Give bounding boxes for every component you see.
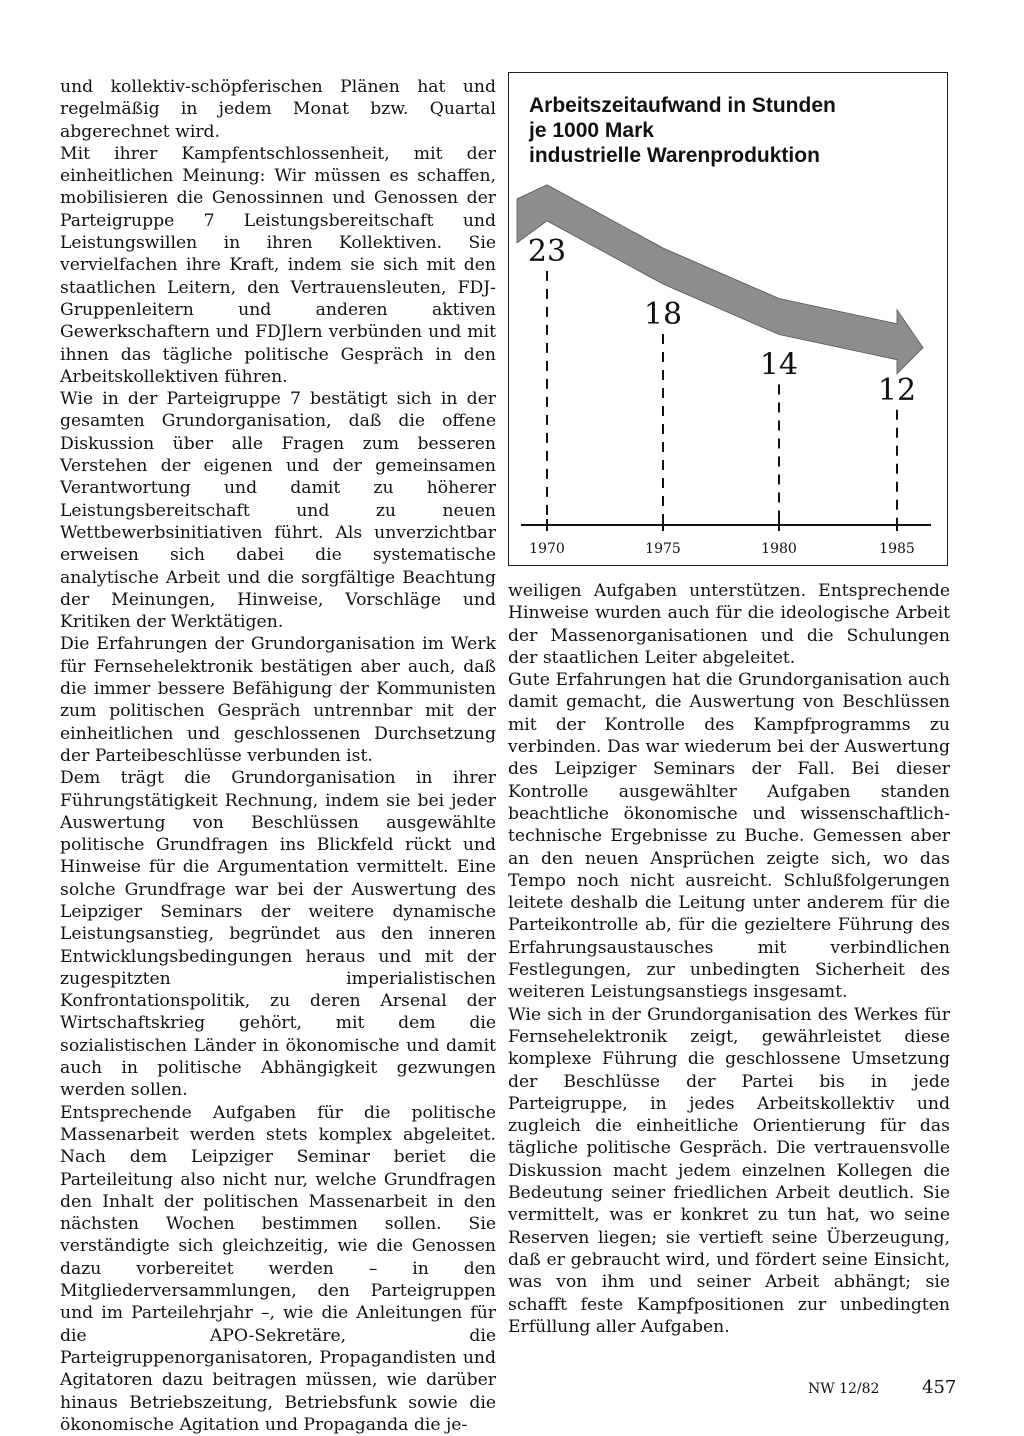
data-label-1985: 12 [877,372,917,408]
trend-arrow [517,185,923,374]
chart-title-line: je 1000 Mark [529,119,654,142]
issue-label: NW 12/82 [808,1381,880,1397]
data-label-1975: 18 [643,297,683,332]
paragraph: Gute Erfahrungen hat die Grundorganisation auch damit gemacht, die Auswertung von Beschlüssen mit der Kontrolle des Kampfprogramms zu verbinden. Das war wiederum bei der Auswertung des Leipziger Seminars der Fall. Bei dieser Kontrolle ausgewählter Aufgaben standen beachtliche ökonomische und wissenschaftlich-technische Ergebnisse zu Buche. Gemessen aber an den neuen Ansprüchen zeigte sich, wo das Tempo noch nicht ausreicht. Schlußfolgerungen leitete deshalb die Leitung unter anderem für die Parteikontrolle ab, für die gezieltere Führung des Erfahrungsaustausches mit verbindlichen Festlegungen, zur unbedingten Sicherheit des weiteren Leistungsanstiegs insgesamt. [508,670,950,1003]
paragraph: Dem trägt die Grundorganisation in ihrer Führungstätigkeit Rechnung, indem sie bei jeder Auswertung von Beschlüssen ausgewählte politische Grundfragen ins Blickfeld rückt und Hinweise für die Argumentation vermittelt. Eine solche Grundfrage war bei der Auswertung des Leipziger Seminars der weitere dynamische Leistungsanstieg, begründet aus den inneren Entwicklungsbedingungen heraus und mit der zugespitzten imperialistischen Konfrontationspolitik, zu deren Arsenal der Wirtschaftskrieg gehört, mit dem die sozialistischen Länder in ökonomische und damit auch in politische Abhängigkeit gezwungen werden sollen. [60,768,496,1101]
chart-canvas [509,73,949,567]
right-text-column [508,580,950,1338]
x-tick-label-1980: 1980 [761,541,797,557]
paragraph: Wie sich in der Grundorganisation des Werkes für Fernsehelektronik zeigt, gewährleistet diese komplexe Führung die geschlossene Umsetzung der Beschlüsse der Partei bis in jede Parteigruppe, in jedes Arbeitskollektiv und zugleich die einheitliche Orientierung für das tägliche politische Gespräch. Die vertrauensvolle Diskussion macht jedem einzelnen Kollegen die Bedeutung seiner friedlichen Arbeit deutlich. Sie vermittelt, was er konkret zu tun hat, wo seine Reserven liegen; sie vertieft seine Überzeugung, daß er gebraucht wird, und fördert seine Einsicht, was von ihm und seiner Arbeit abhängt; sie schafft feste Kampfpositionen zur unbedingten Erfüllung aller Aufgaben. [508,1004,950,1337]
x-tick-label-1975: 1975 [645,541,681,557]
paragraph: Mit ihrer Kampfentschlossenheit, mit der einheitlichen Meinung: Wir müssen es schaffen, mobilisieren die Genossinnen und Genossen der Parteigruppe 7 Leistungsbereitschaft und Leistungswillen in ihren Kollektiven. Sie vervielfachen ihre Kraft, indem sie sich mit den staatlichen Leitern, den Vertrauensleuten, FDJ-Gruppenleitern und anderen aktiven Gewerkschaftern und FDJlern verbünden und mit ihnen das tägliche politische Gespräch in den Arbeitskollektiven führen. [60,143,496,387]
x-tick-label-1970: 1970 [529,541,565,557]
chart-title-line: industrielle Warenproduktion [529,144,820,167]
left-text-column [60,76,496,1436]
x-tick-label-1985: 1985 [879,541,915,557]
data-label-1980: 14 [759,347,799,383]
data-label-1970: 23 [527,233,567,269]
paragraph: Wie in der Parteigruppe 7 bestätigt sich in der gesamten Grundorganisation, daß die offene Diskussion über alle Fragen zum besseren Verstehen der eigenen und der gemeinsamen Verantwortung und damit zu höherer Leistungsbereitschaft und zu neuen Wettbewerbsinitiativen führt. Als unverzichtbar erweisen sich dabei die systematische analytische Arbeit und die sorgfältige Beachtung der Meinungen, Hinweise, Vorschläge und Kritiken der Werktätigen. [60,389,496,633]
paragraph: Die Erfahrungen der Grundorganisation im Werk für Fernsehelektronik bestätigen aber auch, daß die immer bessere Befähigung der Kommunisten zum politischen Gespräch untrennbar mit der einheitlichen und geschlossenen Durchsetzung der Parteibeschlüsse verbunden ist. [60,634,496,766]
chart-figure [508,72,948,566]
paragraph: weiligen Aufgaben unterstützen. Entsprechende Hinweise wurden auch für die ideologische Arbeit der Massenorganisationen und die Schulungen der staatlichen Leiter abgeleitet. [508,581,950,668]
page-number: 457 [922,1377,957,1398]
chart-title-line: Arbeitszeitaufwand in Stunden [529,94,836,117]
paragraph: Entsprechende Aufgaben für die politische Massenarbeit werden stets komplex abgeleitet. Nach dem Leipziger Seminar beriet die Parteileitung also nicht nur, welche Grundfragen den Inhalt der politischen Massenarbeit in den nächsten Wochen bestimmen sollen. Sie verständigte sich gleichzeitig, wie die Genossen dazu vorbereitet werden – in den Mitgliederversammlungen, den Parteigruppen und im Parteilehrjahr –, wie die Anleitungen für die APO-Sekretäre, die Parteigruppenorganisatoren, Propagandisten und Agitatoren dazu beitragen müssen, wie darüber hinaus Betriebszeitung, Betriebsfunk sowie die ökonomische Agitation und Propaganda die je- [60,1102,496,1435]
paragraph: und kollektiv-schöpferischen Plänen hat und regelmäßig in jedem Monat bzw. Quartal abgerechnet wird. [60,77,496,142]
